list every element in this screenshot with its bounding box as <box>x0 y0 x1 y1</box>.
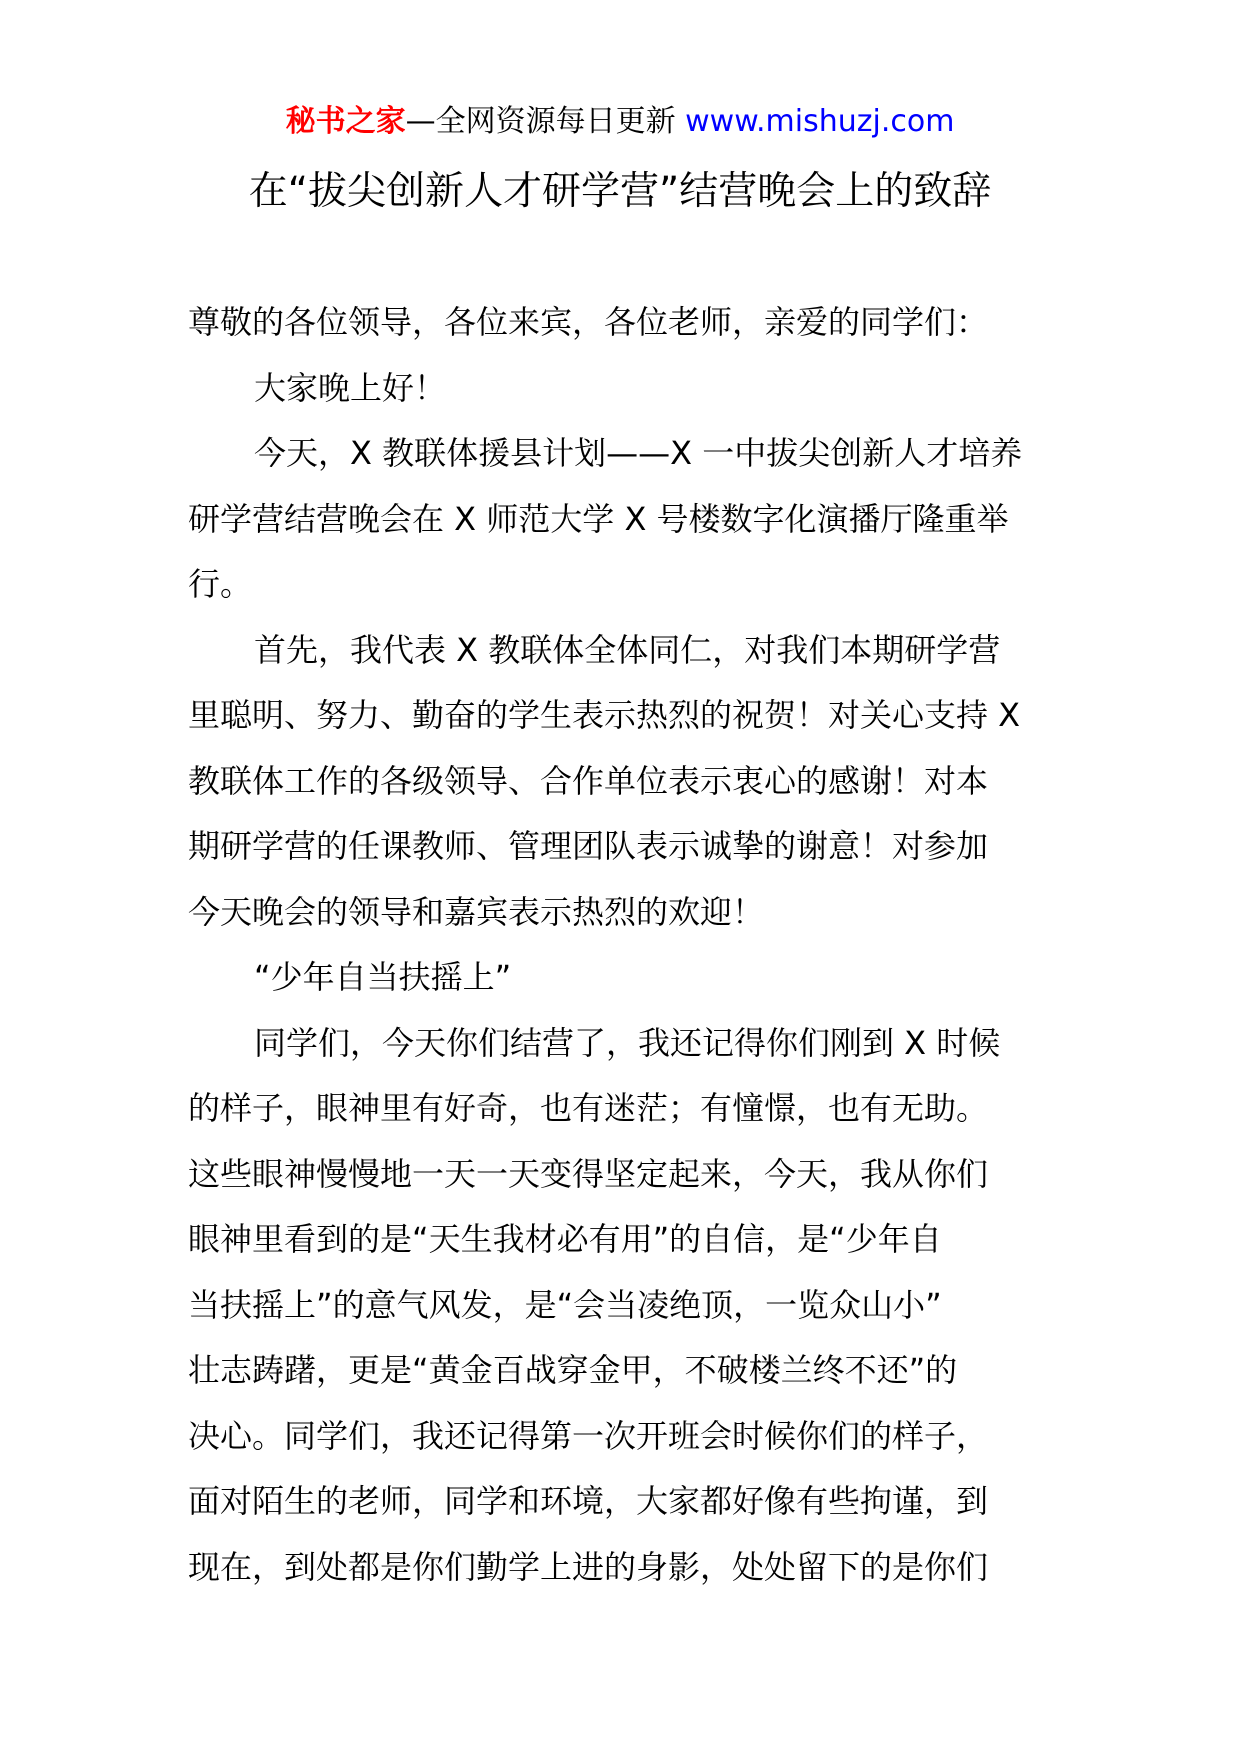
body-line: 的样子，眼神里有好奇，也有迷茫；有憧憬，也有无助。 <box>188 1089 989 1127</box>
document-title: 在“拔尖创新人才研学营”结营晚会上的致辞 <box>248 169 992 214</box>
body-line: 壮志踌躇，更是“黄金百战穿金甲，不破楼兰终不还”的 <box>188 1351 958 1389</box>
greeting-line: 大家晚上好！ <box>254 368 447 407</box>
body-line: 这些眼神慢慢地一天一天变得坚定起来，今天，我从你们 <box>188 1154 989 1193</box>
document-body <box>188 290 1054 1600</box>
site-url-link[interactable]: www.mishuzj.com <box>685 104 955 139</box>
site-header <box>0 102 1240 142</box>
body-line: 今天晚会的领导和嘉宾表示热烈的欢迎！ <box>188 892 765 931</box>
body-line: 行。 <box>188 565 253 603</box>
body-line: 教联体工作的各级领导、合作单位表示衷心的感谢！对本 <box>188 761 989 800</box>
body-line: 决心。同学们，我还记得第一次开班会时候你们的样子， <box>188 1416 989 1455</box>
body-line: 当扶摇上”的意气风发，是“会当凌绝顶，一览众山小” <box>188 1285 942 1324</box>
body-line: 现在，到处都是你们勤学上进的身影，处处留下的是你们 <box>188 1547 989 1586</box>
header-tagline: —全网资源每日更新 <box>405 104 676 139</box>
body-line: 同学们，今天你们结营了，我还记得你们刚到 X 时候 <box>254 1023 1001 1062</box>
brand-name: 秘书之家 <box>285 104 406 139</box>
body-line: 期研学营的任课教师、管理团队表示诚挚的谢意！对参加 <box>188 827 989 865</box>
section-heading: “少年自当扶摇上” <box>254 958 512 996</box>
body-line: 眼神里看到的是“天生我材必有用”的自信，是“少年自 <box>188 1220 942 1258</box>
body-line: 研学营结营晚会在 X 师范大学 X 号楼数字化演播厅隆重举 <box>188 499 1009 538</box>
salutation-line: 尊敬的各位领导，各位来宾，各位老师，亲爱的同学们： <box>188 303 989 341</box>
body-line: 首先，我代表 X 教联体全体同仁，对我们本期研学营 <box>254 630 1001 669</box>
body-line: 今天，X 教联体援县计划——X 一中拔尖创新人才培养 <box>254 434 1023 472</box>
body-line: 面对陌生的老师，同学和环境，大家都好像有些拘谨，到 <box>188 1482 989 1520</box>
body-line: 里聪明、努力、勤奋的学生表示热烈的祝贺！对关心支持 X <box>188 696 1021 734</box>
